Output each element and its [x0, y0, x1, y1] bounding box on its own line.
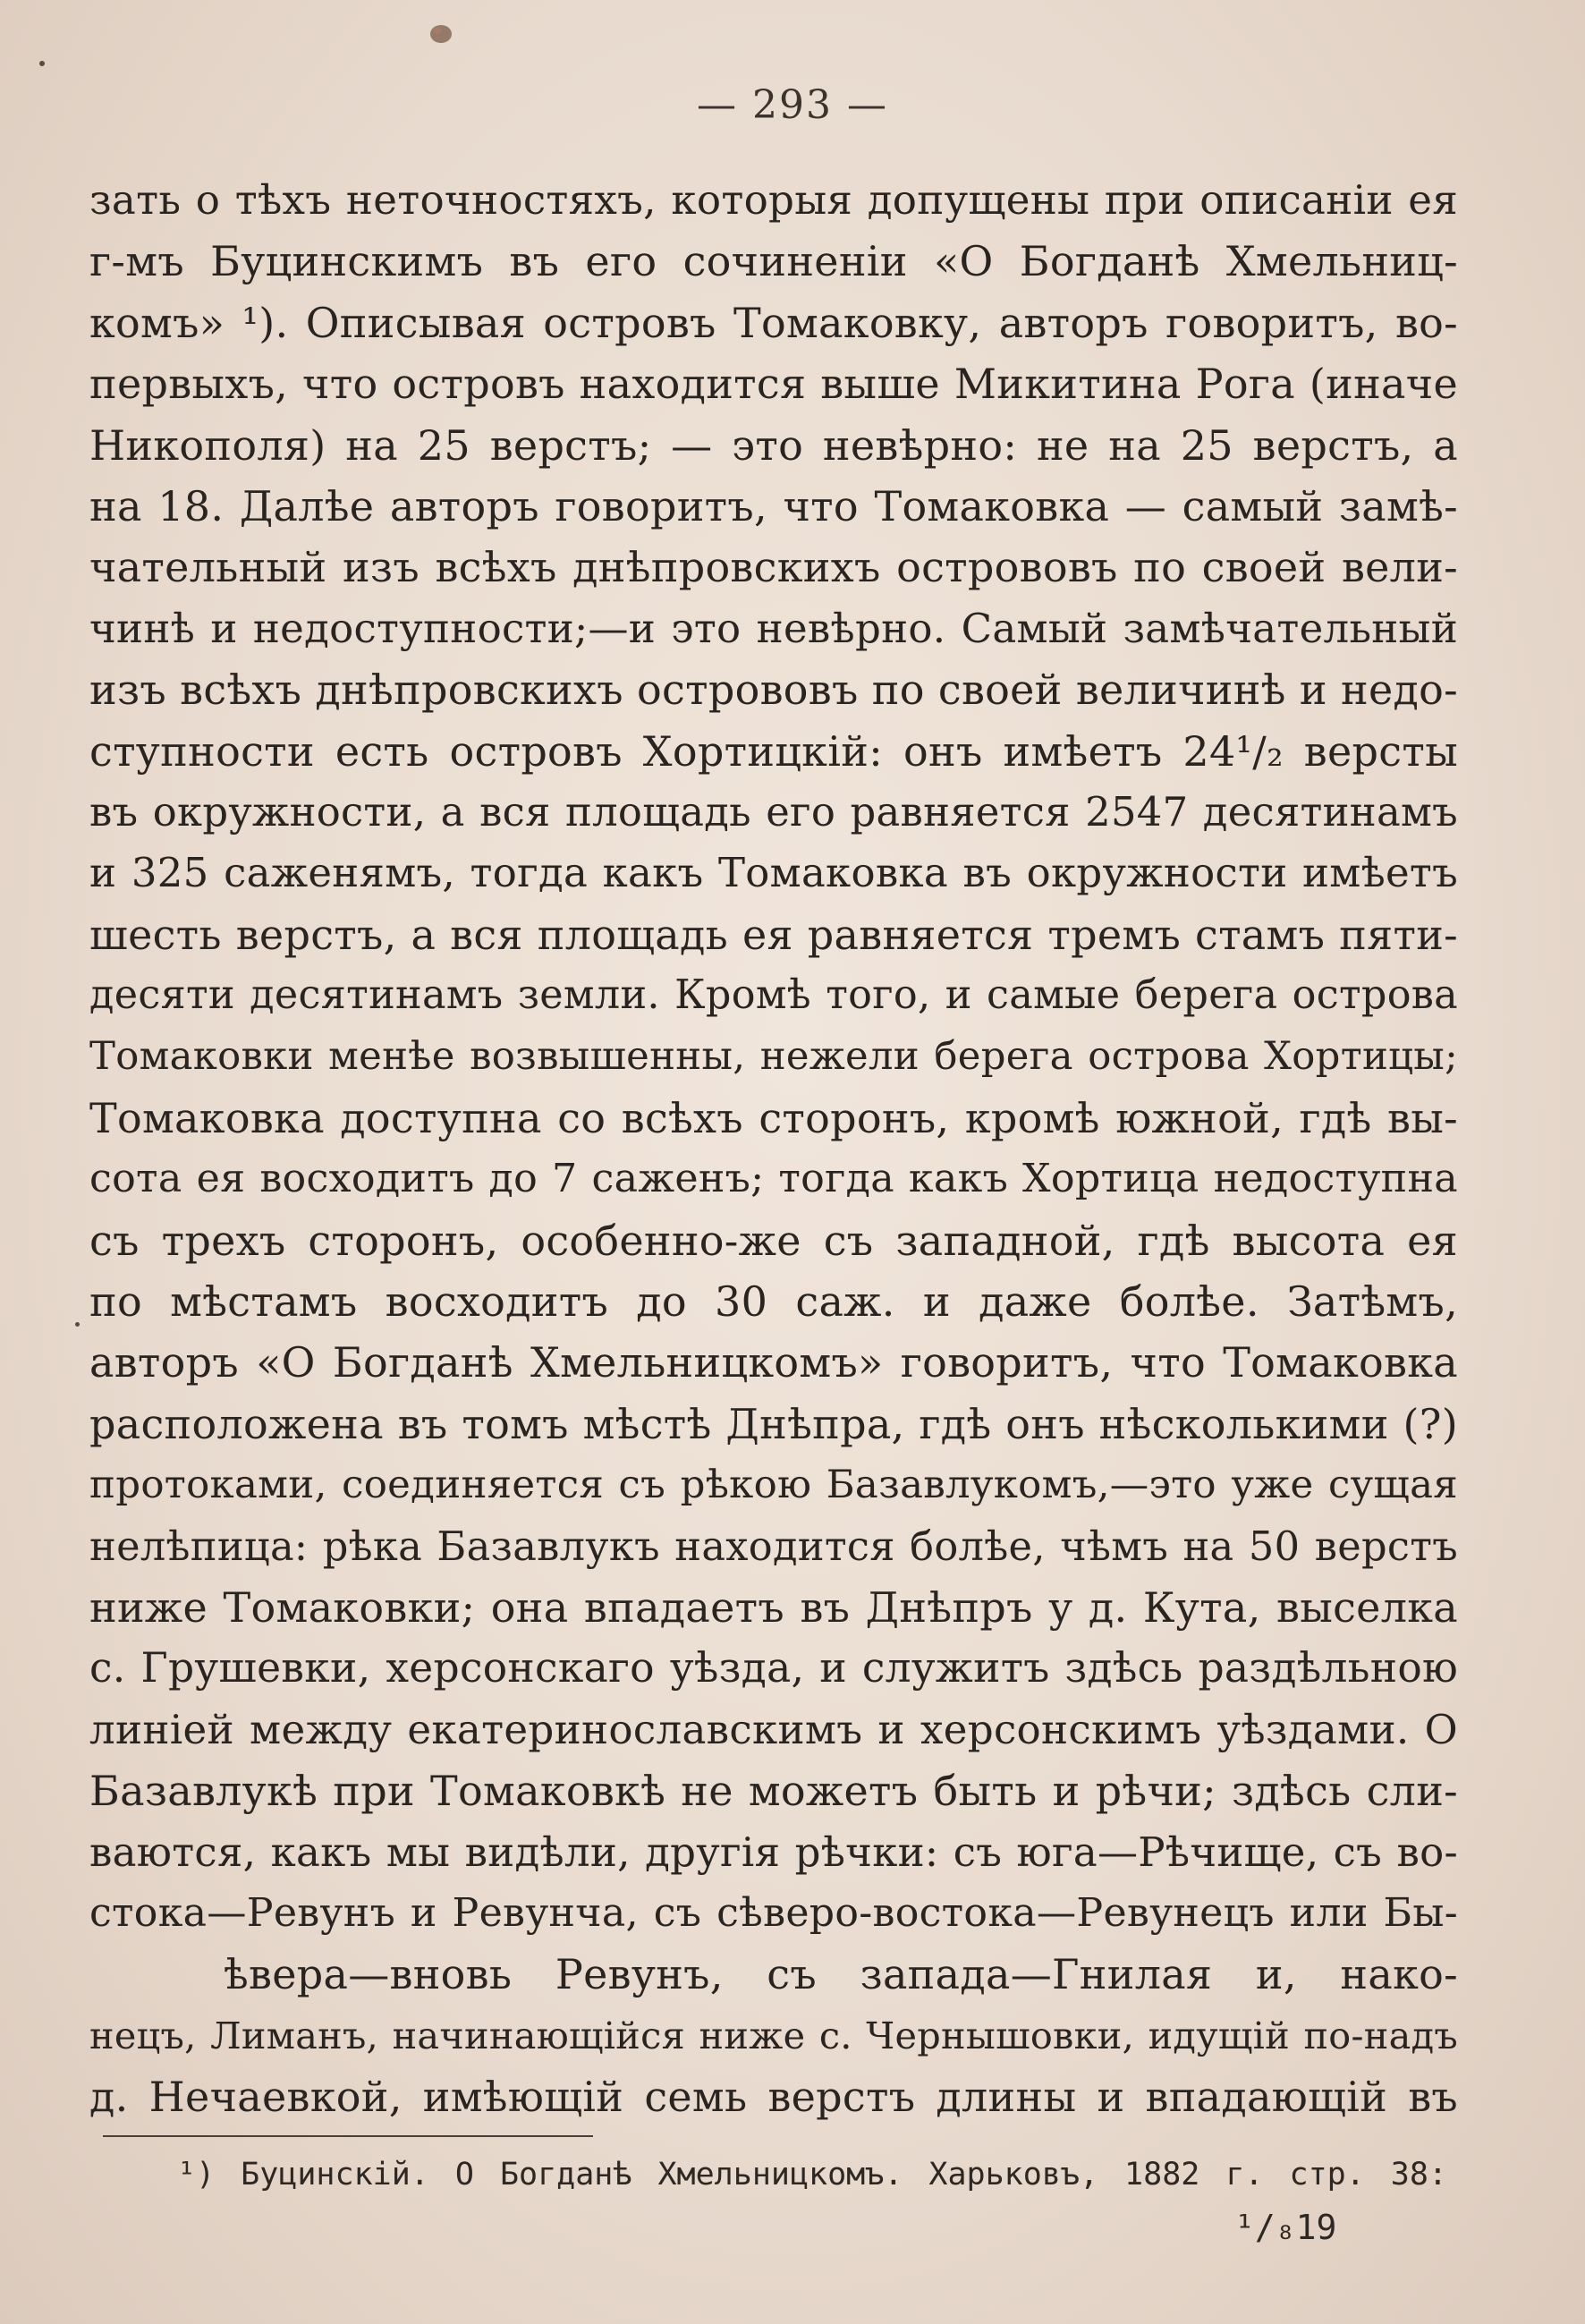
text-line: нецъ, Лиманъ, начинающійся ниже с. Чернышовки, идущій по-надъ	[89, 2014, 1458, 2057]
text-line: нелѣпица: рѣка Базавлукъ находится болѣе, чѣмъ на 50 верстъ	[89, 1522, 1458, 1570]
text-line-damaged: ѣвера—вновь Ревунъ, съ запада—Гнилая и, нако-	[224, 1950, 1458, 1999]
text-line: чательный изъ всѣхъ днѣпровскихъ острововъ по своей вели-	[89, 543, 1458, 592]
page-number: — 293 —	[697, 82, 888, 128]
paper-speck	[75, 1322, 80, 1327]
text-line: г-мъ Буцинскимъ въ его сочиненіи «О Богданѣ Хмельниц-	[89, 237, 1458, 286]
text-line: зать о тѣхъ неточностяхъ, которыя допущены при описаніи ея	[89, 176, 1458, 224]
text-line: стока—Ревунъ и Ревунча, съ сѣверо-востока—Ревунецъ или Бы-	[89, 1889, 1458, 1936]
text-line: ступности есть островъ Хортицкій: онъ имѣетъ 24¹/₂ версты	[89, 726, 1458, 776]
text-line: Базавлукѣ при Томаковкѣ не можетъ быть и рѣчи; здѣсь сли-	[89, 1767, 1458, 1816]
ink-blot	[425, 16, 457, 48]
body-text	[89, 170, 1458, 2128]
text-line: съ трехъ сторонъ, особенно-же съ западной, гдѣ высота ея	[89, 1216, 1458, 1265]
text-line: Томаковка доступна со всѣхъ сторонъ, кромѣ южной, гдѣ вы-	[89, 1093, 1458, 1142]
text-line: Никополя) на 25 верстъ; — это невѣрно: не на 25 верстъ, а	[89, 420, 1458, 470]
footnote: ¹) Буцинскій. О Богданѣ Хмельницкомъ. Харьковъ, 1882 г. стр. 38:	[177, 2157, 1447, 2193]
text-line: линіей между екатеринославскимъ и херсонскимъ уѣздами. О	[89, 1705, 1458, 1753]
text-line: по мѣстамъ восходитъ до 30 саж. и даже болѣе. Затѣмъ,	[89, 1277, 1458, 1327]
text-line: Томаковки менѣе возвышенны, нежели берега острова Хортицы;	[89, 1034, 1458, 1080]
text-line: расположена въ томъ мѣстѣ Днѣпра, гдѣ онъ нѣсколькими (?)	[89, 1399, 1458, 1448]
text-line: шесть верстъ, а вся площадь ея равняется тремъ стамъ пяти-	[89, 910, 1458, 959]
text-line: изъ всѣхъ днѣпровскихъ острововъ по своей величинѣ и недо-	[89, 666, 1458, 715]
signature-mark: ¹/₈19	[1234, 2208, 1337, 2247]
text-line: первыхъ, что островъ находится выше Микитина Рога (иначе	[89, 360, 1458, 409]
text-line: чинѣ и недоступности;—и это невѣрно. Самый замѣчательный	[89, 604, 1458, 652]
text-line: д. Нечаевкой, имѣющій семь верстъ длины и впадающій въ	[89, 2073, 1458, 2122]
text-line: и 325 саженямъ, тогда какъ Томаковка въ окружности имѣетъ	[89, 849, 1458, 897]
text-line: въ окружности, а вся площадь его равняется 2547 десятинамъ	[89, 787, 1458, 835]
text-line: ваются, какъ мы видѣли, другія рѣчки: съ юга—Рѣчище, съ во-	[89, 1828, 1458, 1876]
text-line: протоками, соединяется съ рѣкою Базавлукомъ,—это уже сущая	[89, 1463, 1458, 1508]
text-line: ниже Томаковки; она впадаетъ въ Днѣпръ у д. Кута, выселка	[89, 1582, 1458, 1632]
footnote-divider	[103, 2135, 593, 2137]
text-line: на 18. Далѣе авторъ говоритъ, что Томаковка — самый замѣ-	[89, 481, 1458, 530]
text-line: комъ» ¹). Описывая островъ Томаковку, авторъ говоритъ, во-	[89, 298, 1458, 347]
text-line: авторъ «О Богданѣ Хмельницкомъ» говоритъ, что Томаковка	[89, 1338, 1458, 1387]
text-line: десяти десятинамъ земли. Кромѣ того, и самые берега острова	[89, 972, 1458, 1019]
text-line: сота ея восходитъ до 7 саженъ; тогда какъ Хортица недоступна	[89, 1156, 1458, 1202]
paper-speck	[39, 61, 45, 66]
text-line: с. Грушевки, херсонскаго уѣзда, и служитъ здѣсь раздѣльною	[89, 1644, 1458, 1692]
